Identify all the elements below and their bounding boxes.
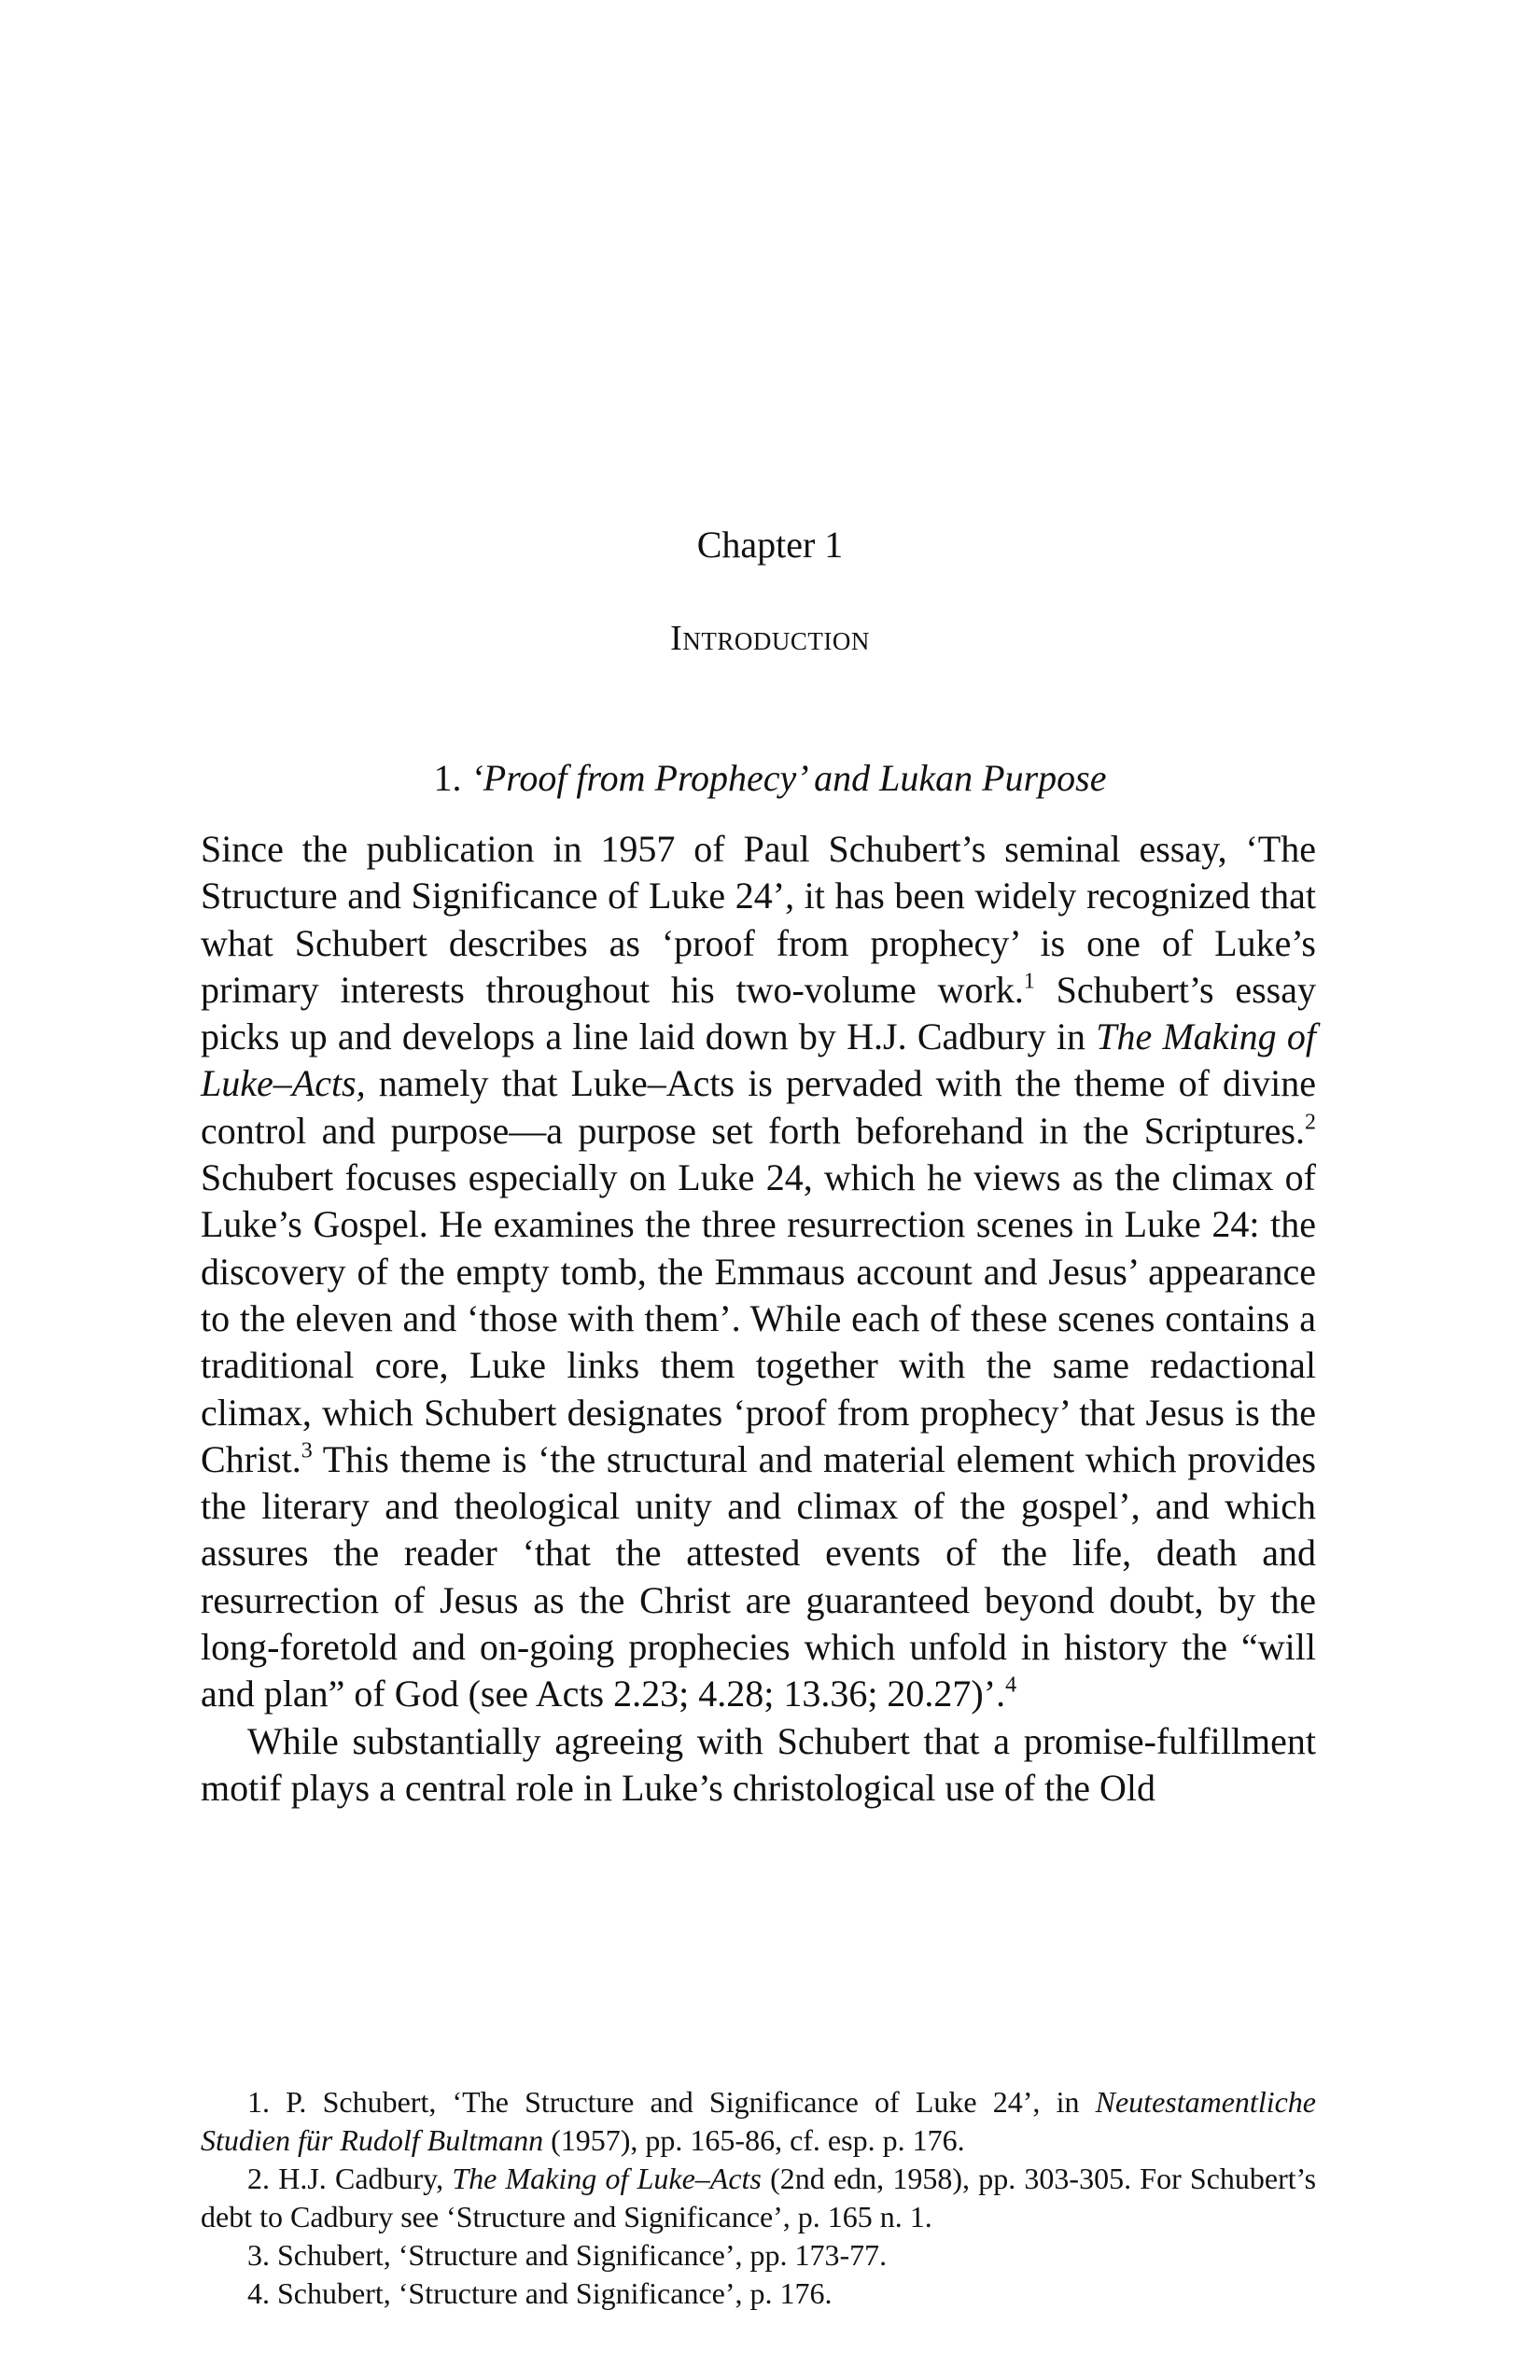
footnote-book-title: Neutestamentliche Studien für Rudolf Bultmann [201, 2085, 1316, 2157]
footnotes [201, 2083, 1316, 2313]
book-title-making-of-luke-acts: The Making of Luke–Acts, [201, 1015, 1316, 1105]
chapter-label: Chapter 1 [696, 524, 844, 566]
footnote-text: P. Schubert, ‘The Structure and Significance of Luke 24’, in [270, 2085, 1096, 2119]
footnote-number: 4. [247, 2276, 270, 2310]
footnote-ref-1[interactable]: 1 [1023, 969, 1035, 994]
footnote-ref-4[interactable]: 4 [1005, 1673, 1017, 1698]
footnote-text: (1957), pp. 165-86, cf. esp. p. 176. [543, 2123, 965, 2157]
chapter-title: Introduction [670, 619, 870, 658]
footnote-3 [201, 2236, 1316, 2275]
footnote-1 [201, 2083, 1316, 2160]
body-text [201, 826, 1316, 1812]
footnote-number: 3. [247, 2238, 270, 2272]
footnote-ref-3[interactable]: 3 [301, 1438, 313, 1463]
footnote-ref-2[interactable]: 2 [1305, 1110, 1316, 1135]
footnote-2 [201, 2160, 1316, 2236]
section-title: ‘Proof from Prophecy’ and Lukan Purpose [470, 757, 1107, 799]
paragraph-1-sentence-4: Schubert focuses especially on Luke 24, which he views as the climax of Luke’s Gospel. He examines the three resurrection scenes in Luke 24: the discovery of the empty tomb, the Emmaus account and Jesus’ appearance to the eleven and ‘those with them’. While each of these scenes contains a traditional core, Luke links them together with the same redactional climax, which Schubert designates ‘proof from prophecy’ that Jesus is the Christ. [201, 1156, 1316, 1480]
footnote-number: 1. [247, 2085, 270, 2119]
paragraph-2: While substantially agreeing with Schubert that a promise-fulfillment motif plays a central role in Luke’s christological use of the Old [201, 1719, 1316, 1809]
section-number: 1. [433, 757, 471, 799]
paragraph-1-sentence-5: This theme is ‘the structural and material element which provides the literary and theological unity and climax of the gospel’, and which assures the reader ‘that the attested events of the life, death and resurrection of Jesus as the Christ are guaranteed beyond doubt, by the long-foretold and on-going prophecies which unfold in history the “will and plan” of God (see Acts 2.23; 4.28; 13.36; 20.27)’. [201, 1437, 1316, 1715]
footnote-text: (2nd edn, 1958), pp. 303-305. For Schubert’s debt to Cadbury see ‘Structure and Significance’, p. 165 n. 1. [201, 2162, 1317, 2233]
footnote-text: H.J. Cadbury, [270, 2162, 453, 2195]
section-heading [0, 756, 1540, 801]
footnote-text: Schubert, ‘Structure and Significance’, p. 176. [270, 2276, 833, 2310]
footnote-4 [201, 2275, 1316, 2313]
paragraph-1-sentence-3: namely that Luke–Acts is pervaded with the theme of divine control and purpose—a purpose set forth beforehand in the Scriptures. [201, 1062, 1316, 1152]
footnote-number: 2. [247, 2162, 270, 2195]
paragraph-1 [201, 826, 1316, 1718]
footnote-book-title: The Making of Luke–Acts [452, 2162, 762, 2195]
footnote-text: Schubert, ‘Structure and Significance’, pp. 173-77. [270, 2238, 888, 2272]
paragraph-1-sentence-1: Since the publication in 1957 of Paul Schubert’s seminal essay, ‘The Structure and Significance of Luke 24’, it has been widely recognized that what Schubert describes as ‘proof from prophecy’ is one of Luke’s primary interests throughout his two-volume work. [201, 828, 1316, 1011]
paragraph-1-sentence-2: Schubert’s essay picks up and develops a line laid down by H.J. Cadbury in [201, 968, 1317, 1058]
